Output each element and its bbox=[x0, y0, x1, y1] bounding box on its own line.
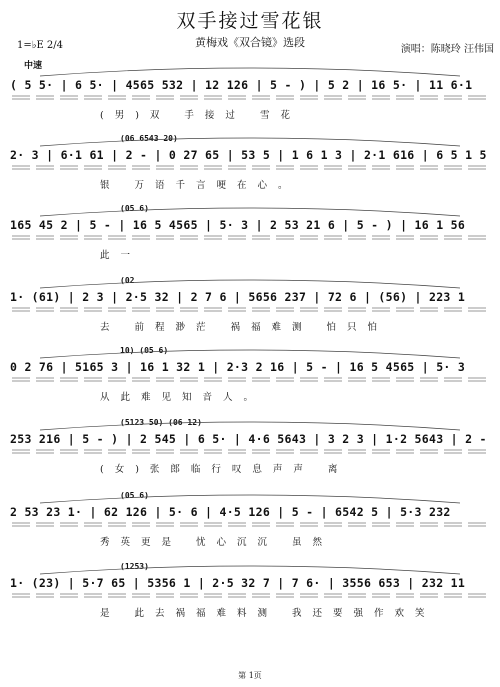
song-subtitle: 黄梅戏《双合镜》选段 bbox=[195, 36, 305, 49]
slur-arc bbox=[40, 422, 460, 430]
system-1-notes: ( 5 5· | 6 5· | 4565 532 | 12 126 | 5 - ) | 5 2 | 16 5· | 11 6·1 bbox=[10, 78, 473, 92]
system-7-notes: 2 53 23 1· | 62 126 | 5· 6 | 4·5 126 | 5 - | 6542 5 | 5·3 232 bbox=[10, 505, 451, 519]
system-8-lyrics: 是 此去祸福难料测 我还要强作欢笑 bbox=[100, 608, 436, 619]
system-8-marks: (1253) bbox=[120, 562, 149, 571]
singers-credit: 演唱：陈晓玲 汪伟国 bbox=[400, 44, 494, 55]
system-3-lyrics: 此一 bbox=[100, 250, 142, 261]
slur-arc bbox=[40, 566, 460, 574]
slur-arc bbox=[40, 138, 460, 146]
slur-arc bbox=[40, 495, 460, 503]
song-title: 双手接过雪花银 bbox=[176, 10, 324, 32]
system-2-marks: (06 6543 20) bbox=[120, 134, 178, 143]
system-6-notes: 253 216 | 5 - ) | 2 545 | 6 5· | 4·6 5643 | 3 2 3 | 1·2 5643 | 2 - bbox=[10, 432, 487, 446]
slur-arc bbox=[40, 208, 460, 216]
tempo-marking: 中速 bbox=[24, 61, 43, 71]
system-8-notes: 1· (23) | 5·7 65 | 5356 1 | 2·5 32 7 | 7 6· | 3556 653 | 232 11 bbox=[10, 576, 466, 590]
system-4-notes: 1· (61) | 2 3 | 2·5 32 | 2 7 6 | 5656 237 | 72 6 | (56) | 223 1 bbox=[10, 290, 466, 304]
system-5-marks: 10) (05 6) bbox=[120, 346, 169, 355]
slur-arc bbox=[40, 350, 460, 358]
system-2-notes: 2· 3 | 6·1 61 | 2 - | 0 27 65 | 53 5 | 1 6 1 3 | 2·1 616 | 6 5 1 5 bbox=[10, 148, 487, 162]
system-6-marks: (5123 50) (06 12) bbox=[120, 418, 202, 427]
system-1-lyrics: (男)双 手接过 雪花 bbox=[100, 110, 301, 121]
system-2-lyrics: 银 万语千言哽在心。 bbox=[100, 180, 299, 191]
system-6-lyrics: (女)张郎临行叹息声声 离 bbox=[100, 464, 349, 475]
system-3-marks: (05 6) bbox=[120, 204, 149, 213]
system-5-lyrics: 从此难见知音人。 bbox=[100, 392, 265, 403]
slur-arc bbox=[40, 280, 460, 288]
system-7-marks: (05 6) bbox=[120, 491, 149, 500]
key-signature: 1=♭E 2/4 bbox=[17, 40, 64, 51]
system-4-lyrics: 去 前程渺茫 祸福难测 怕只怕 bbox=[100, 322, 389, 333]
system-7-lyrics: 秀英更是 忧心沉沉 虽然 bbox=[100, 537, 334, 548]
system-5-notes: 0 2 76 | 5165 3 | 16 1 32 1 | 2·3 2 16 | 5 - | 16 5 4565 | 5· 3 bbox=[10, 360, 466, 374]
page-number: 第 1页 bbox=[238, 671, 262, 680]
system-4-marks: (02 bbox=[120, 276, 135, 285]
slur-arc bbox=[40, 68, 460, 76]
system-3-notes: 165 45 2 | 5 - | 16 5 4565 | 5· 3 | 2 53 21 6 | 5 - ) | 16 1 56 bbox=[10, 218, 466, 232]
